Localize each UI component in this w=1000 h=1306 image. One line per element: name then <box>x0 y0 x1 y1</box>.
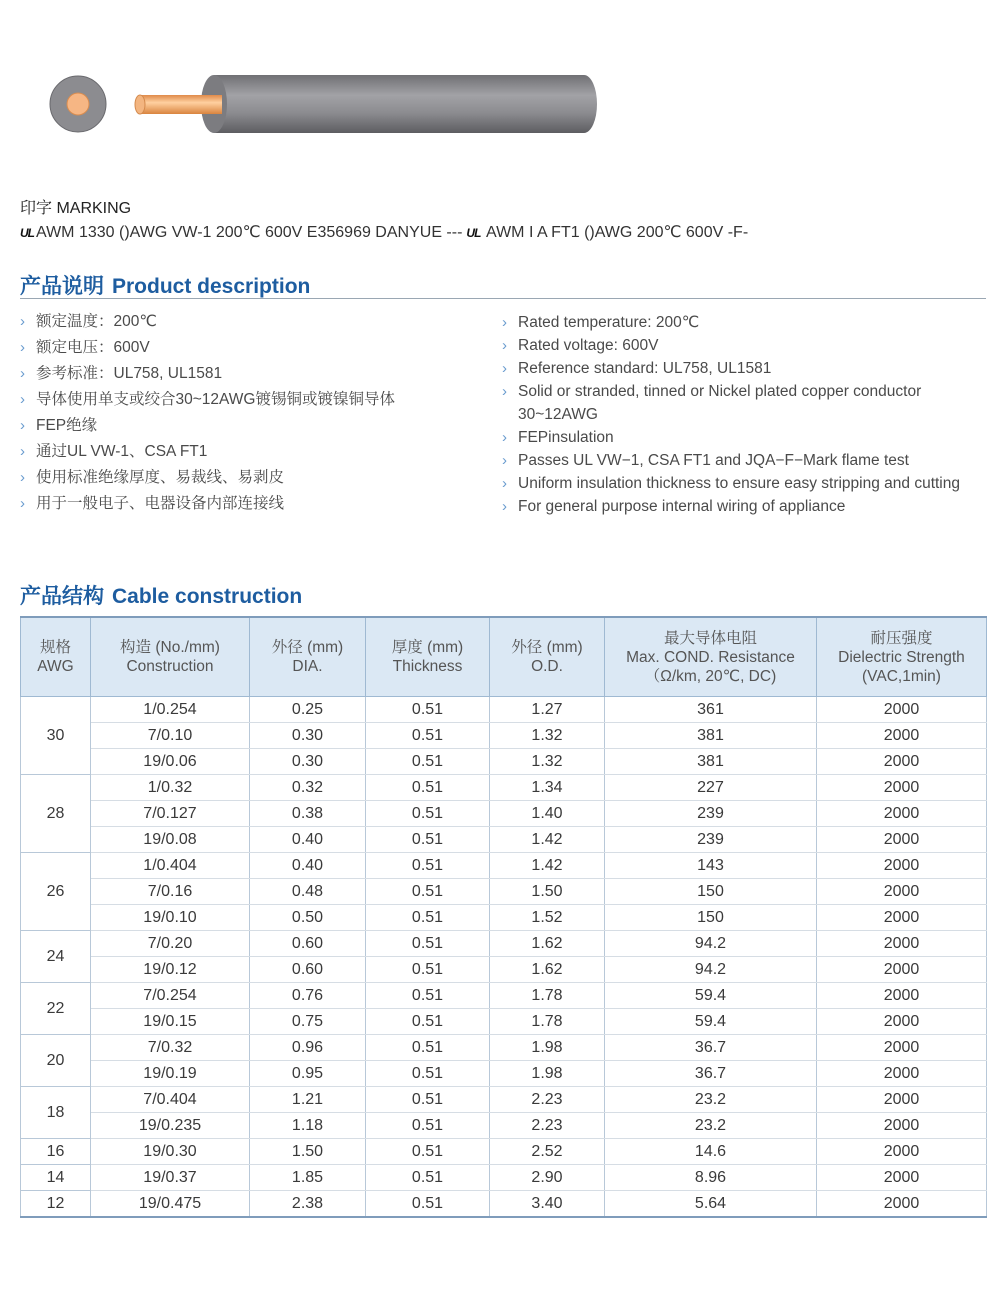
od-cell: 1.32 <box>490 749 605 775</box>
thickness-cell: 0.51 <box>366 697 490 723</box>
dielectric-cell: 2000 <box>817 1061 987 1087</box>
awg-cell: 26 <box>21 853 91 931</box>
od-cell: 1.42 <box>490 853 605 879</box>
dia-cell: 0.30 <box>250 723 366 749</box>
od-cell: 1.50 <box>490 879 605 905</box>
resistance-cell: 150 <box>605 879 817 905</box>
resistance-cell: 8.96 <box>605 1165 817 1191</box>
ul-logo-icon: UL <box>20 226 34 240</box>
table-row <box>21 1087 987 1113</box>
dielectric-cell: 2000 <box>817 723 987 749</box>
resistance-cell: 14.6 <box>605 1139 817 1165</box>
dia-cell: 0.48 <box>250 879 366 905</box>
resistance-cell: 239 <box>605 827 817 853</box>
dia-cell: 1.18 <box>250 1113 366 1139</box>
dielectric-cell: 2000 <box>817 749 987 775</box>
od-cell: 1.52 <box>490 905 605 931</box>
thickness-cell: 0.51 <box>366 775 490 801</box>
dielectric-cell: 2000 <box>817 1035 987 1061</box>
resistance-cell: 23.2 <box>605 1087 817 1113</box>
table-row <box>21 827 987 853</box>
resistance-cell: 361 <box>605 697 817 723</box>
resistance-cell: 239 <box>605 801 817 827</box>
thickness-cell: 0.51 <box>366 983 490 1009</box>
construction-cell: 1/0.254 <box>91 697 250 723</box>
dielectric-cell: 2000 <box>817 983 987 1009</box>
table-row <box>21 879 987 905</box>
list-item: › Solid or stranded, tinned or Nickel plated copper conductor 30~12AWG <box>502 380 992 426</box>
awg-cell: 16 <box>21 1139 91 1165</box>
thickness-cell: 0.51 <box>366 1087 490 1113</box>
thickness-cell: 0.51 <box>366 1165 490 1191</box>
od-cell: 1.62 <box>490 931 605 957</box>
thickness-cell: 0.51 <box>366 723 490 749</box>
od-cell: 1.98 <box>490 1061 605 1087</box>
chevron-right-icon: › <box>502 498 507 515</box>
dia-cell: 2.38 <box>250 1191 366 1218</box>
thickness-cell: 0.51 <box>366 827 490 853</box>
thickness-cell: 0.51 <box>366 879 490 905</box>
dia-cell: 1.85 <box>250 1165 366 1191</box>
dielectric-cell: 2000 <box>817 827 987 853</box>
dielectric-cell: 2000 <box>817 697 987 723</box>
header-construction: 构造 (No./mm) Construction <box>91 617 250 697</box>
table-row <box>21 905 987 931</box>
dia-cell: 0.30 <box>250 749 366 775</box>
thickness-cell: 0.51 <box>366 905 490 931</box>
divider <box>20 298 986 299</box>
list-item: › 使用标准绝缘厚度、易裁线、易剥皮 <box>20 469 285 486</box>
awg-cell: 28 <box>21 775 91 853</box>
dielectric-cell: 2000 <box>817 1009 987 1035</box>
od-cell: 1.62 <box>490 957 605 983</box>
construction-cell: 7/0.254 <box>91 983 250 1009</box>
table-row <box>21 983 987 1009</box>
od-cell: 2.90 <box>490 1165 605 1191</box>
heading-en: Product description <box>112 275 311 298</box>
dia-cell: 0.40 <box>250 827 366 853</box>
dielectric-cell: 2000 <box>817 879 987 905</box>
resistance-cell: 59.4 <box>605 1009 817 1035</box>
list-item: › 参考标准：UL758, UL1581 <box>20 365 223 382</box>
resistance-cell: 94.2 <box>605 931 817 957</box>
cable-cross-section <box>50 76 106 132</box>
resistance-cell: 94.2 <box>605 957 817 983</box>
resistance-cell: 143 <box>605 853 817 879</box>
list-item: › For general purpose internal wiring of appliance <box>502 495 992 518</box>
thickness-cell: 0.51 <box>366 1113 490 1139</box>
resistance-cell: 36.7 <box>605 1035 817 1061</box>
header-awg: 规格 AWG <box>21 617 91 697</box>
awg-cell: 14 <box>21 1165 91 1191</box>
table-row <box>21 749 987 775</box>
thickness-cell: 0.51 <box>366 1139 490 1165</box>
list-item: › Rated voltage: 600V <box>502 334 992 357</box>
list-item: › Rated temperature: 200℃ <box>502 311 992 334</box>
list-item: › 额定温度：200℃ <box>20 313 157 330</box>
thickness-cell: 0.51 <box>366 1191 490 1218</box>
construction-cell: 1/0.404 <box>91 853 250 879</box>
resistance-cell: 59.4 <box>605 983 817 1009</box>
dia-cell: 0.38 <box>250 801 366 827</box>
description-list-en <box>502 311 992 518</box>
od-cell: 3.40 <box>490 1191 605 1218</box>
thickness-cell: 0.51 <box>366 957 490 983</box>
thickness-cell: 0.51 <box>366 801 490 827</box>
table-row <box>21 1165 987 1191</box>
dia-cell: 0.76 <box>250 983 366 1009</box>
dia-cell: 0.60 <box>250 931 366 957</box>
chevron-right-icon: › <box>502 337 507 354</box>
ul-logo-icon: UL <box>466 226 481 240</box>
chevron-right-icon: › <box>20 443 25 460</box>
od-cell: 2.23 <box>490 1087 605 1113</box>
dielectric-cell: 2000 <box>817 1165 987 1191</box>
marking-line <box>20 222 748 242</box>
table-row <box>21 775 987 801</box>
header-dia: 外径 (mm) DIA. <box>250 617 366 697</box>
dia-cell: 1.50 <box>250 1139 366 1165</box>
construction-cell: 7/0.32 <box>91 1035 250 1061</box>
list-item: › 通过UL VW-1、CSA FT1 <box>20 443 208 460</box>
awg-cell: 18 <box>21 1087 91 1139</box>
chevron-right-icon: › <box>502 314 507 331</box>
dia-cell: 0.75 <box>250 1009 366 1035</box>
od-cell: 1.78 <box>490 983 605 1009</box>
construction-cell: 7/0.16 <box>91 879 250 905</box>
construction-cell: 19/0.30 <box>91 1139 250 1165</box>
marking-text-1: AWM 1330 ()AWG VW-1 200℃ 600V E356969 DANYUE --- <box>36 224 463 241</box>
dia-cell: 0.40 <box>250 853 366 879</box>
marking-title: 印字 MARKING <box>20 200 132 217</box>
chevron-right-icon: › <box>20 365 25 382</box>
list-item: › Uniform insulation thickness to ensure easy stripping and cutting <box>502 472 992 495</box>
resistance-cell: 36.7 <box>605 1061 817 1087</box>
resistance-cell: 381 <box>605 723 817 749</box>
description-list-cn <box>20 312 395 520</box>
table-row <box>21 957 987 983</box>
od-cell: 2.52 <box>490 1139 605 1165</box>
thickness-cell: 0.51 <box>366 1061 490 1087</box>
awg-cell: 24 <box>21 931 91 983</box>
chevron-right-icon: › <box>20 495 25 512</box>
chevron-right-icon: › <box>502 429 507 446</box>
table-row <box>21 801 987 827</box>
awg-cell: 22 <box>21 983 91 1035</box>
header-resistance: 最大导体电阻 Max. COND. Resistance （Ω/km, 20℃, DC) <box>605 617 817 697</box>
header-dielectric: 耐压强度 Dielectric Strength (VAC,1min) <box>817 617 987 697</box>
chevron-right-icon: › <box>502 475 507 492</box>
thickness-cell: 0.51 <box>366 853 490 879</box>
header-od: 外径 (mm) O.D. <box>490 617 605 697</box>
awg-cell: 30 <box>21 697 91 775</box>
construction-cell: 19/0.37 <box>91 1165 250 1191</box>
thickness-cell: 0.51 <box>366 1009 490 1035</box>
cable-construction-table <box>20 616 987 1218</box>
dielectric-cell: 2000 <box>817 931 987 957</box>
resistance-cell: 150 <box>605 905 817 931</box>
dia-cell: 0.96 <box>250 1035 366 1061</box>
od-cell: 1.78 <box>490 1009 605 1035</box>
marking-text-2: AWM I A FT1 ()AWG 200℃ 600V -F- <box>485 224 749 241</box>
awg-cell: 12 <box>21 1191 91 1218</box>
construction-cell: 7/0.404 <box>91 1087 250 1113</box>
chevron-right-icon: › <box>20 417 25 434</box>
table-row <box>21 723 987 749</box>
cable-illustration <box>46 70 606 140</box>
construction-cell: 1/0.32 <box>91 775 250 801</box>
list-item: › 额定电压：600V <box>20 339 150 356</box>
dielectric-cell: 2000 <box>817 775 987 801</box>
list-item: › 用于一般电子、电器设备内部连接线 <box>20 495 285 512</box>
table-row <box>21 1191 987 1218</box>
construction-cell: 19/0.10 <box>91 905 250 931</box>
cable-side-view <box>135 75 597 133</box>
dielectric-cell: 2000 <box>817 905 987 931</box>
chevron-right-icon: › <box>20 469 25 486</box>
construction-cell: 19/0.235 <box>91 1113 250 1139</box>
construction-cell: 7/0.10 <box>91 723 250 749</box>
table-row <box>21 1009 987 1035</box>
chevron-right-icon: › <box>502 383 507 400</box>
table-row <box>21 1139 987 1165</box>
thickness-cell: 0.51 <box>366 1035 490 1061</box>
list-item: › Passes UL VW−1, CSA FT1 and JQA−F−Mark flame test <box>502 449 992 472</box>
chevron-right-icon: › <box>20 391 25 408</box>
thickness-cell: 0.51 <box>366 749 490 775</box>
dia-cell: 0.50 <box>250 905 366 931</box>
heading-cn: 产品结构 <box>20 585 104 608</box>
table-header-row <box>21 617 987 697</box>
construction-cell: 19/0.15 <box>91 1009 250 1035</box>
construction-cell: 19/0.19 <box>91 1061 250 1087</box>
heading-cn: 产品说明 <box>20 275 104 298</box>
resistance-cell: 5.64 <box>605 1191 817 1218</box>
heading-en: Cable construction <box>112 585 303 608</box>
od-cell: 1.40 <box>490 801 605 827</box>
dia-cell: 0.25 <box>250 697 366 723</box>
dielectric-cell: 2000 <box>817 957 987 983</box>
awg-cell: 20 <box>21 1035 91 1087</box>
od-cell: 1.32 <box>490 723 605 749</box>
list-item: › FEP绝缘 <box>20 417 98 434</box>
header-thickness: 厚度 (mm) Thickness <box>366 617 490 697</box>
od-cell: 1.42 <box>490 827 605 853</box>
list-item: › FEPinsulation <box>502 426 992 449</box>
table-row <box>21 1113 987 1139</box>
resistance-cell: 381 <box>605 749 817 775</box>
table-row <box>21 853 987 879</box>
dielectric-cell: 2000 <box>817 1139 987 1165</box>
resistance-cell: 23.2 <box>605 1113 817 1139</box>
construction-cell: 19/0.475 <box>91 1191 250 1218</box>
construction-cell: 7/0.127 <box>91 801 250 827</box>
chevron-right-icon: › <box>502 452 507 469</box>
construction-cell: 19/0.08 <box>91 827 250 853</box>
resistance-cell: 227 <box>605 775 817 801</box>
od-cell: 2.23 <box>490 1113 605 1139</box>
dia-cell: 0.32 <box>250 775 366 801</box>
table-row <box>21 697 987 723</box>
thickness-cell: 0.51 <box>366 931 490 957</box>
chevron-right-icon: › <box>502 360 507 377</box>
od-cell: 1.27 <box>490 697 605 723</box>
list-item: › Reference standard: UL758, UL1581 <box>502 357 992 380</box>
table-body <box>21 697 987 1218</box>
construction-cell: 19/0.12 <box>91 957 250 983</box>
dielectric-cell: 2000 <box>817 1113 987 1139</box>
list-item: › 导体使用单支或绞合30~12AWG镀锡铜或镀镍铜导体 <box>20 391 395 408</box>
construction-cell: 19/0.06 <box>91 749 250 775</box>
dia-cell: 0.95 <box>250 1061 366 1087</box>
dia-cell: 1.21 <box>250 1087 366 1113</box>
dielectric-cell: 2000 <box>817 853 987 879</box>
od-cell: 1.98 <box>490 1035 605 1061</box>
od-cell: 1.34 <box>490 775 605 801</box>
construction-cell: 7/0.20 <box>91 931 250 957</box>
dielectric-cell: 2000 <box>817 1087 987 1113</box>
table-row <box>21 1035 987 1061</box>
table-row <box>21 1061 987 1087</box>
chevron-right-icon: › <box>20 313 25 330</box>
table-row <box>21 931 987 957</box>
dielectric-cell: 2000 <box>817 801 987 827</box>
product-description-heading <box>20 270 310 300</box>
cable-construction-heading <box>20 580 302 610</box>
chevron-right-icon: › <box>20 339 25 356</box>
dia-cell: 0.60 <box>250 957 366 983</box>
dielectric-cell: 2000 <box>817 1191 987 1218</box>
